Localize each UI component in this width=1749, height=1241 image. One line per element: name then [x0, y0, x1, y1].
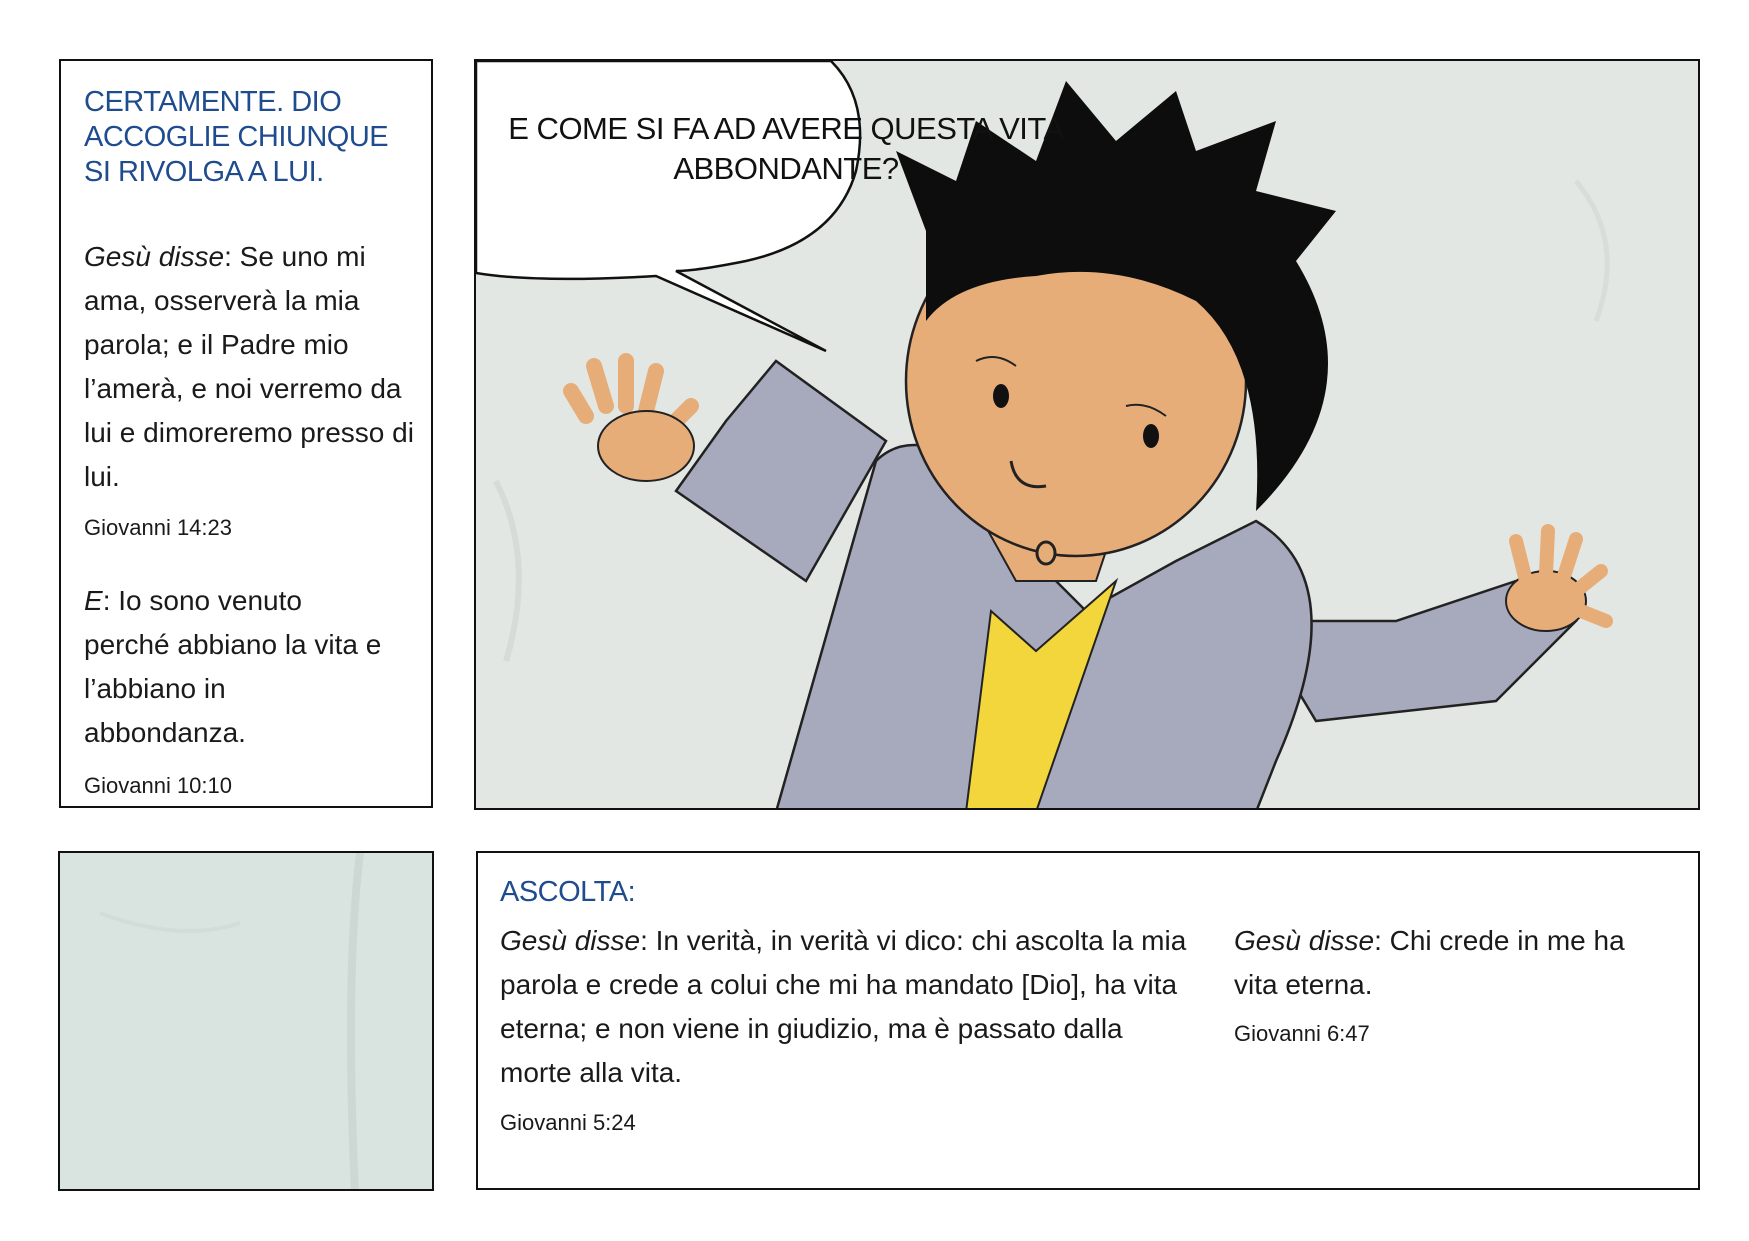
verse-body: : Chi crede in me ha vita eterna. — [1234, 925, 1625, 1000]
speech-bubble-text: E COME SI FA AD AVERE QUESTA VITA ABBONDANTE? — [508, 111, 1064, 186]
verse-speaker: E — [84, 585, 103, 616]
verse-body: : Se uno mi ama, osserverà la mia parola; e il Padre mio l’amerà, e noi verremo da lui e dimoreremo presso di lui. — [84, 241, 414, 492]
comic-illustration-panel — [474, 59, 1700, 810]
verse-body: : In verità, in verità vi dico: chi ascolta la mia parola e crede a colui che mi ha mandato [Dio], ha vita eterna; e non viene in giudizio, ma è passato dalla morte alla vita. — [500, 925, 1187, 1088]
verse-speaker: Gesù disse — [1234, 925, 1375, 956]
text-panel-left — [59, 59, 433, 808]
verse-text — [1234, 919, 1654, 1007]
listen-panel — [476, 851, 1700, 1190]
verse-reference: Giovanni 5:24 — [500, 1110, 636, 1135]
verse-body: : Io sono venuto perché abbiano la vita e l’abbiano in abbondanza. — [84, 585, 382, 748]
verse-reference: Giovanni 6:47 — [1234, 1021, 1370, 1046]
verse-text — [84, 579, 384, 755]
verse-reference: Giovanni 10:10 — [84, 773, 232, 798]
blank-texture-panel — [58, 851, 434, 1191]
verse-speaker: Gesù disse — [500, 925, 641, 956]
verse-reference: Giovanni 14:23 — [84, 515, 232, 540]
verse-text — [500, 919, 1200, 1095]
wall-texture — [60, 853, 434, 1191]
verse-speaker: Gesù disse — [84, 241, 225, 272]
verse-text — [84, 235, 414, 499]
panel-heading: ASCOLTA: — [500, 876, 636, 908]
panel-heading: CERTAMENTE. DIO ACCOGLIE CHIUNQUE SI RIVOLGA A LUI. — [84, 86, 389, 188]
